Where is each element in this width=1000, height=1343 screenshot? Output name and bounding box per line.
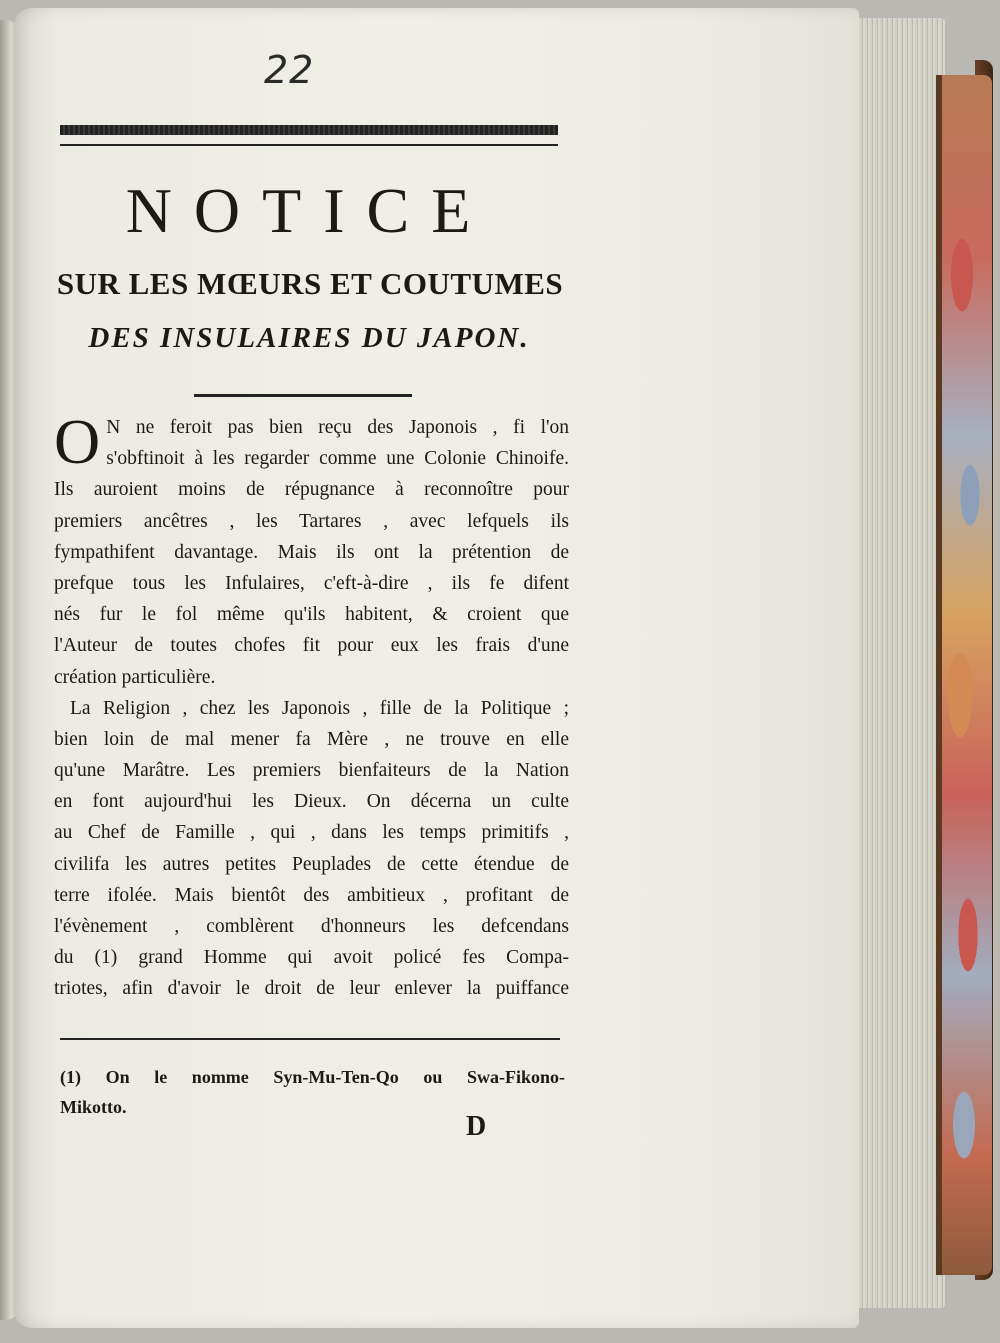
text-line: prefque tous les Infulaires, c'eft-à-dire , ils fe difent — [54, 572, 569, 594]
page-title: NOTICE — [125, 175, 493, 246]
text-line: triotes, afin d'avoir le droit de leur enlever la puiffance — [54, 978, 569, 1000]
text-line: N ne feroit pas bien reçu des Japonois , fi l'on — [106, 417, 569, 438]
text-line: l'Auteur de toutes chofes fit pour eux les frais d'une — [54, 635, 569, 657]
text-line: Ils auroient moins de répugnance à reconnoître pour — [54, 479, 569, 501]
footnote-line: (1) On le nomme Syn-Mu-Ten-Qo ou Swa-Fikono- — [60, 1067, 565, 1087]
footnote — [60, 1062, 565, 1122]
text-line: bien loin de mal mener fa Mère , ne trouve en elle — [54, 728, 569, 750]
text-line: création particulière. — [54, 666, 216, 688]
text-line: qu'une Marâtre. Les premiers bienfaiteurs de la Nation — [54, 760, 569, 782]
text-line: terre ifolée. Mais bientôt des ambitieux , profitant de — [54, 884, 569, 906]
footnote-line: Mikotto. — [60, 1097, 127, 1117]
ornamental-rule — [60, 125, 558, 135]
signature-mark: D — [466, 1111, 487, 1142]
footnote-rule — [60, 1038, 560, 1040]
marbled-cover — [936, 75, 992, 1275]
page-number: 22 — [264, 48, 315, 92]
text-line: fympathifent davantage. Mais ils ont la prétention de — [54, 541, 569, 563]
text-line: du (1) grand Homme qui avoit policé fes Compa- — [54, 947, 569, 969]
drop-cap: O — [54, 406, 101, 477]
text-line: nés fur le fol même qu'ils habitent, & croient que — [54, 604, 569, 626]
text-line: civilifa les autres petites Peuplades de cette étendue de — [54, 853, 569, 875]
text-line: l'évènement , comblèrent d'honneurs les defcendans — [54, 916, 569, 937]
subtitle-italic: DES INSULAIRES DU JAPON. — [88, 322, 530, 354]
page-fore-edge — [845, 18, 945, 1308]
body-text — [54, 406, 569, 1005]
text-line: en font aujourd'hui les Dieux. On décerna un culte — [54, 791, 569, 813]
text-line: La Religion , chez les Japonois , fille de la Politique ; — [70, 697, 569, 719]
page-text — [14, 8, 859, 1328]
text-line: s'obftinoit à les regarder comme une Colonie Chinoife. — [106, 448, 569, 470]
section-divider — [194, 394, 412, 397]
book-page — [14, 8, 859, 1328]
text-line: au Chef de Famille , qui , dans les temps primitifs , — [54, 822, 569, 844]
subtitle: SUR LES MŒURS ET COUTUMES — [56, 266, 564, 301]
top-rule — [60, 144, 558, 146]
text-line: premiers ancêtres , les Tartares , avec lefquels ils — [54, 510, 569, 532]
